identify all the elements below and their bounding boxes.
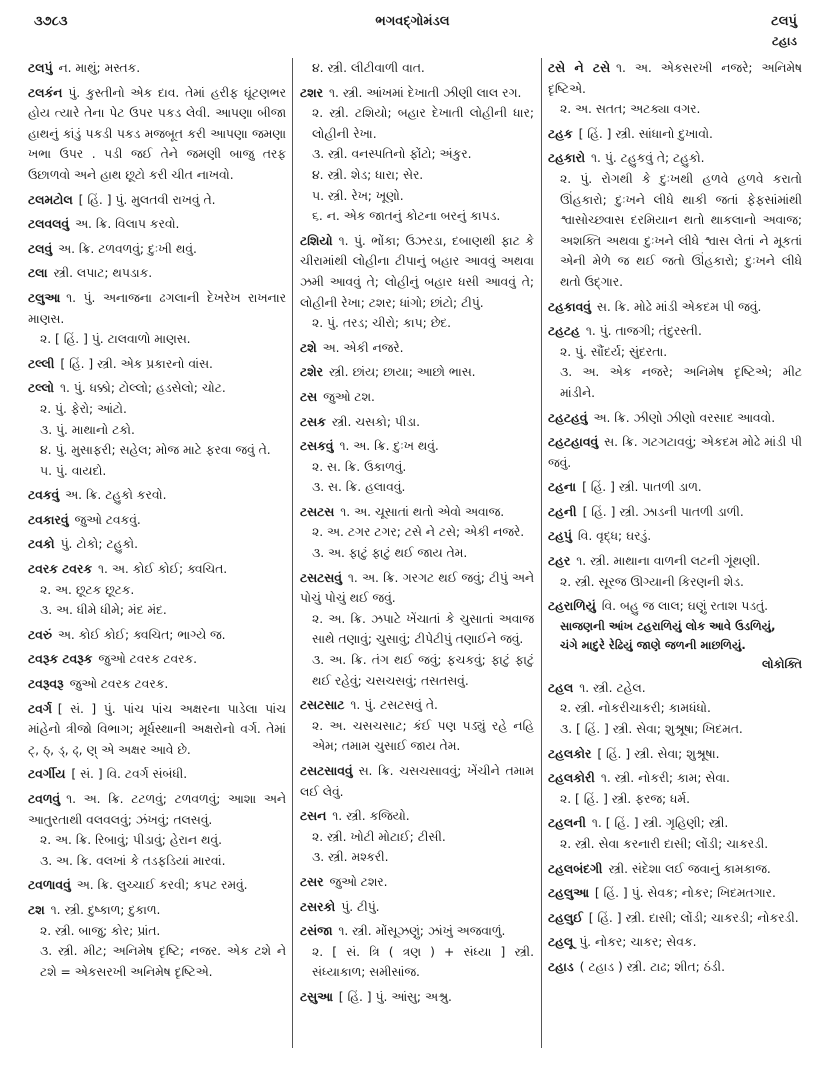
entry-main (548, 883, 802, 904)
page-number: ૩૭૮૩ (34, 14, 68, 29)
sub-sense: ૨. અ. છૂટક છૂટક. (40, 582, 135, 597)
definition: અ. ક્રિ. ટહુકો કરવો. (65, 488, 167, 503)
entry-main (300, 897, 534, 918)
definition: પું. કુસ્તીનો એક દાવ. તેમાં હરીફ ઘૂંટણભર હોય ત્યારે તેના પેટ ઉપર પકડ લેવી. આપણા બીજા હાથનું કાંડું પકડી પકડ મજબૂત કરી આપણા જમણા ખભા ઉપર . પડી જઈ તેને જમણી બાજુ તરફ ઉછાળવો અને હાથ છૂટો કરી ચીત નાખવો. (28, 85, 286, 182)
headword: ટસક (300, 414, 326, 429)
sub-sense: ૨. સ્ત્રી. સેવા કરનારી દાસી; લોંડી; ચાકરડી. (560, 837, 769, 851)
definition: ૧. સ્ત્રી. ટહેલ. (579, 680, 646, 695)
headword: ટહક (548, 126, 573, 141)
dictionary-entry (300, 761, 534, 802)
definition: અ. ક્રિ. ઝીણો ઝીણો વરસાદ આવવો. (593, 410, 776, 425)
dictionary-entry (548, 321, 802, 403)
sub-sense: ૩. અ. ફાટું ફાટું થઈ જાય તેમ. (312, 546, 468, 561)
definition: જુઓ ટવરક ટવરક. (69, 677, 169, 692)
dictionary-entry (300, 897, 534, 918)
sub-sense: ૩. પું. માથાનો ટકો. (40, 422, 135, 437)
sub-sense: ૪. સ્ત્રી. લીટીવાળી વાત. (312, 61, 425, 75)
column-2 (300, 58, 534, 1012)
dictionary-entry (548, 148, 802, 292)
sub-sense: ૨. સ્ત્રી. બાજુ; કોર; પ્રાંત. (40, 923, 161, 938)
column-divider (292, 58, 293, 1048)
definition: વિ. વૃદ્ધ; ઘરડું. (577, 529, 652, 544)
headword: ટસટસવું (300, 570, 342, 585)
definition: [ હિં. ] પું. મુલતવી રાખવું તે. (78, 192, 216, 207)
entry-main (300, 568, 534, 609)
headword: ટશિયો (300, 233, 333, 248)
entry-main (28, 674, 286, 695)
entry-main (548, 859, 802, 880)
entry-main (548, 58, 802, 99)
dictionary-entry (300, 436, 534, 498)
entry-main (28, 875, 286, 896)
definition: ૧. સ્ત્રી. દુષ્કાળ; દુકાળ. (50, 902, 161, 917)
definition: [ હિં. ] સ્ત્રી. પાતળી ડાળ. (582, 480, 702, 495)
sub-sense: ૨. [ હિં. ] પું. ટાલવાળો માણસ. (40, 332, 191, 347)
entry-main (548, 297, 802, 318)
entry-main (548, 148, 802, 169)
definition: [ હિં. ] સ્ત્રી. એક પ્રકારનો વાંસ. (60, 356, 213, 371)
headword: ટવરું (28, 627, 52, 642)
dictionary-entry (548, 297, 802, 318)
dictionary-entry (28, 263, 286, 284)
entry-main (300, 338, 534, 359)
sub-sense: ૨. સ્ત્રી. ખોટી મોટાઈ; ટીસી. (312, 829, 446, 844)
column-divider (541, 58, 542, 1048)
quotation (548, 617, 802, 674)
headword: ટસટસ (300, 504, 335, 519)
dictionary-entry (548, 883, 802, 904)
headword: ટશર (300, 85, 323, 100)
dictionary-entry (28, 649, 286, 670)
entry-main (548, 408, 802, 429)
headword: ટસ (300, 389, 318, 404)
headword: ટહાડ (548, 959, 574, 974)
dictionary-entry (300, 872, 534, 893)
headword: ટવકવું (28, 488, 60, 503)
dictionary-entry (28, 534, 286, 555)
column-3 (548, 58, 802, 982)
entry-main (28, 485, 286, 506)
sub-sense: ૩. અ. ધીમે ધીમે; મંદ મંદ. (40, 603, 167, 618)
entry-main (28, 190, 286, 211)
headword: ટવર્ગ (28, 701, 52, 716)
definition: જુઓ ટશ. (323, 389, 375, 404)
entry-main (300, 502, 534, 523)
definition: ૧. પું. ટસટસવું તે. (350, 698, 438, 713)
definition: સ્ત્રી. છાંય; છાયા; આછો ભાસ. (329, 365, 476, 380)
dictionary-entry (548, 408, 802, 429)
dictionary-entry (548, 957, 802, 978)
dictionary-entry (28, 58, 286, 79)
entry-main (300, 436, 534, 457)
dictionary-entry (28, 83, 286, 186)
definition: સ્ત્રી. લપાટ; થપડાક. (53, 266, 153, 281)
dictionary-entry (300, 83, 534, 227)
entry-main (28, 789, 286, 830)
headword: ટહલબંદગી (548, 861, 603, 876)
entry-main (300, 872, 534, 893)
entry-main (28, 263, 286, 284)
definition: [ હિં. ] સ્ત્રી. સેવા; શુશ્રૂષા. (597, 746, 720, 761)
definition: અ. કોઈ કોઈ; ક્વચિત; ભાગ્યે જ. (57, 627, 226, 642)
definition: ૧. અ. ક્રિ. દુઃખ થવું. (339, 439, 439, 454)
definition: ૧. સ્ત્રી. માથાના વાળની લટની ગૂંથણી. (576, 554, 761, 569)
definition: જુઓ ટવકવું. (74, 512, 141, 527)
headword: ટસન (300, 809, 327, 824)
entry-main (300, 806, 534, 827)
dictionary-entry (28, 239, 286, 260)
definition: ( ટહાડ ) સ્ત્રી. ટાઢ; શીત; ઠંડી. (579, 959, 725, 974)
sub-sense: ૨. અ. ચસચસાટ; કંઈ પણ પડ્યું રહે નહિ એમ; તમામ ચુસાઈ જાય તેમ. (312, 718, 534, 754)
entry-main (548, 124, 802, 145)
dictionary-entry (548, 477, 802, 498)
definition: ૧. સ્ત્રી. કજિયો. (332, 809, 410, 824)
dictionary-entry (28, 699, 286, 761)
entry-main (28, 900, 286, 921)
headword: ટશે (300, 340, 317, 355)
dictionary-entry (300, 987, 534, 1008)
entry-main (300, 231, 534, 313)
page-header (0, 6, 825, 46)
definition: અ. એકી નજરે. (322, 340, 404, 355)
dictionary-entry (548, 432, 802, 473)
dictionary-entry (28, 214, 286, 235)
headword: ટવરક ટવરક (28, 562, 92, 577)
definition: ૧. અ. ક્રિ. ગરગટ થઈ જવું; ટીપું અને પોચું પોચું થઈ જવું. (300, 570, 534, 606)
dictionary-entry (300, 806, 534, 868)
definition: સ્ત્રી. સંદેશા લઈ જવાનું કામકાજ. (608, 861, 771, 876)
definition: ૧. [ હિં. ] સ્ત્રી. ગૃહિણી; સ્ત્રી. (591, 816, 729, 831)
entry-main (300, 362, 534, 383)
dictionary-entry (28, 354, 286, 375)
dictionary-entry (548, 596, 802, 674)
dictionary-entry (300, 695, 534, 757)
dictionary-entry (300, 362, 534, 383)
entry-main (548, 596, 802, 617)
definition: ૧. પું. તાજગી; તંદુરસ્તી. (585, 324, 702, 339)
sub-sense: ૨. અ. ક્રિ. ઝપાટે ખેંચાતાં કે ચુસાતાં અવાજ સાથે તણાવું; ચુસાવું; ટીપેટીપું તણાઈને જવું. (312, 611, 534, 647)
headword: ટસટસાટ (300, 698, 345, 713)
entry-main (28, 764, 286, 785)
sub-sense: ૩. [ હિં. ] સ્ત્રી. સેવા; શુશ્રૂષા; ખિદમત. (560, 722, 743, 737)
definition: ૧. અ. કોઈ કોઈ; ક્વચિત. (98, 562, 228, 577)
dictionary-entry (28, 789, 286, 871)
headword: ટસુઆ (300, 989, 333, 1004)
headword: ટલ્લો (28, 381, 54, 396)
sub-sense: ૩. અ. ક્રિ. તંગ થઈ જવું; ફચકવું; ફાટું ફાટું થઈ રહેવું; ચસચસવું; તસતસવું. (312, 653, 534, 688)
sub-sense: ૨. [ હિં. ] સ્ત્રી. ફરજ; ધર્મ. (560, 791, 691, 806)
headword: ટલમટોલ (28, 192, 73, 207)
entry-main (28, 559, 286, 580)
dictionary-entry (548, 526, 802, 547)
definition: [ હિં. ] પું. સેવક; નોકર; ખિદમતગાર. (594, 886, 776, 901)
entry-main (548, 551, 802, 572)
entry-main (28, 625, 286, 646)
guide-word-first: ટલપું (771, 14, 797, 29)
definition: [ હિં. ] સ્ત્રી. દાસી; લોંડી; ચાકરડી; નોકરડી. (588, 910, 799, 925)
definition: જુઓ ટશર. (329, 874, 388, 889)
headword: ટવરૂક ટવરૂક (28, 652, 93, 667)
entry-main (548, 908, 802, 929)
dictionary-entry (548, 908, 802, 929)
dictionary-entry (548, 551, 802, 592)
headword: ટહલકોરી (548, 771, 595, 786)
definition: અ. ક્રિ. ટળવળવું; દુઃખી થવું. (58, 241, 197, 256)
definition: ૧. સ્ત્રી. નોકરી; કામ; સેવા. (600, 771, 730, 786)
dictionary-entry (28, 378, 286, 481)
headword: ટવળવું (28, 792, 61, 806)
entry-main (28, 510, 286, 531)
sub-sense: ૪. સ્ત્રી. શેડ; ધારા; સેર. (312, 167, 424, 182)
sub-sense: ૨. સ્ત્રી. ટશિયો; બહાર દેખાતી લોહીની ધાર; લોહીની રેખા. (312, 106, 534, 141)
definition: સ્ત્રી. ચસકો; પીડા. (331, 414, 421, 429)
definition: વિ. બહુ જ લાલ; ઘણું રતાશ પડતું. (601, 599, 769, 614)
headword: ટવરૂવરૂ (28, 677, 64, 692)
entry-main (28, 354, 286, 375)
dictionary-entry (300, 921, 534, 983)
sub-sense: ૨. અ. ટગર ટગર; ટસે ને ટસે; એકી નજરે. (312, 525, 525, 540)
book-title: ભગવદ્ગોમંડલ (375, 14, 450, 29)
headword: ટશેર (300, 365, 323, 380)
definition: સ. ક્રિ. ગટગટાવવું; એકદમ મોઢે માંડી પી જવું. (548, 435, 802, 470)
sub-sense: ૨. પું. ફેરો; આંટો. (40, 401, 127, 416)
dictionary-entry (548, 58, 802, 120)
entry-main (548, 502, 802, 523)
headword: ટસરકો (300, 899, 336, 914)
dictionary-entry (548, 744, 802, 765)
entry-main (28, 83, 286, 186)
definition: ૧. સ્ત્રી. મોંસૂઝણું; ઝાંખું અજવાળું. (338, 924, 506, 939)
headword: ટહલુઈ (548, 910, 583, 925)
definition: પું. ટોકો; ટહુકો. (60, 537, 138, 552)
entry-main (28, 699, 286, 761)
definition: ૧. પું. અનાજના ઢગલાની દેખરેખ રાખનાર માણસ. (28, 290, 286, 326)
headword: ટહલુઆ (548, 886, 589, 901)
definition: અ. ક્રિ. વિલાપ કરવો. (75, 217, 180, 232)
dictionary-entry (548, 859, 802, 880)
entry-main (548, 744, 802, 765)
sub-sense: ૨. પું. તરડ; ચીરો; કાપ; છેદ. (312, 316, 452, 331)
sub-sense: ૩. સ્ત્રી. વનસ્પતિનો ફોંટો; અંકુર. (312, 147, 472, 162)
dictionary-entry (28, 764, 286, 785)
headword: ટહર (548, 554, 571, 569)
definition: ૧. પું. ધક્કો; ટોલ્લો; હડસેલો; ચોટ. (59, 381, 226, 396)
guide-word-last: ટહાડ (771, 34, 797, 48)
headword: ટવર્ગીય (28, 767, 66, 782)
entry-main (28, 534, 286, 555)
quotation-line: ચંગે માદુરે રેઢિયું જાણે જળની માછળિયું. (560, 637, 746, 652)
headword: ટહના (548, 480, 577, 495)
entry-main (28, 649, 286, 670)
quotation-source: લોકોક્તિ (761, 656, 802, 671)
definition: પું. ટીપું. (341, 899, 380, 914)
sub-sense: ૩. અ. એક નજરે; અનિમેષ દૃષ્ટિએ; મીટ માંડીને. (560, 365, 802, 400)
headword: ટહલ (548, 680, 574, 695)
headword: ટલા (28, 266, 48, 281)
dictionary-entry (28, 900, 286, 982)
dictionary-entry (28, 190, 286, 211)
headword: ટહલૂ (548, 935, 574, 950)
dictionary-entry (28, 674, 286, 695)
dictionary-entry (28, 875, 286, 896)
dictionary-entry (28, 485, 286, 506)
entry-main (300, 387, 534, 408)
entry-main (548, 526, 802, 547)
headword: ટલુઆ (28, 290, 61, 305)
definition: ૧. અ. ચૂસાતાં થતો એવો અવાજ. (340, 504, 505, 519)
headword: ટલકંન (28, 85, 63, 100)
entry-main (548, 321, 802, 342)
definition: [ હિં. ] પું. આંસુ; અશ્રુ. (338, 989, 452, 1004)
entry-main (300, 412, 534, 433)
entry-main (548, 813, 802, 834)
definition: ૧. અ. ક્રિ. ટટળવું; ટળવળવું; આશા અને આતુરતાથી વલવલવું; ઝંખવું; તલસવું. (28, 792, 286, 827)
entry-main (300, 987, 534, 1008)
dictionary-entry (28, 288, 286, 350)
sub-sense: ૩. સ્ત્રી. મીટ; અનિમેષ દૃષ્ટિ; નજર. એક ટશે ને ટશે = એકસરખી અનિમેષ દૃષ્ટિએ. (40, 944, 286, 979)
entry-main (548, 678, 802, 699)
entry-main (28, 214, 286, 235)
dictionary-entry (300, 502, 534, 564)
definition: ન. માથું; મસ્તક. (58, 61, 141, 75)
headword: ટસંજા (300, 924, 333, 939)
sub-sense: ૩. સ. ક્રિ. હલાવવું. (312, 480, 406, 495)
definition: [ હિં. ] સ્ત્રી. ઝાડની પાતળી ડાળી. (582, 504, 744, 519)
sub-sense: ૨. સ્ત્રી. સૂરજ ઊગ્યાની કિરણની શેડ. (560, 574, 744, 589)
dictionary-entry (300, 58, 534, 79)
dictionary-entry (28, 625, 286, 646)
sub-sense: ૫. પું. વાયદો. (40, 463, 107, 478)
definition: ૧. અ. એકસરખી નજરે; અનિમેષ દૃષ્ટિએ. (548, 61, 802, 96)
dictionary-entry (300, 338, 534, 359)
headword: ટસે ને ટસે (548, 61, 611, 75)
entry-main (300, 761, 534, 802)
definition: પું. નોકર; ચાકર; સેવક. (579, 935, 697, 950)
sub-sense: ૨. [ સં. ત્રિ ( ત્રણ ) + સંધ્યા ] સ્ત્રી. સંધ્યાકાળ; સમીસાંજ. (312, 944, 534, 980)
entry-main (28, 58, 286, 79)
headword: ટલપું (28, 61, 53, 75)
dictionary-entry (300, 412, 534, 433)
sub-sense: ૫. સ્ત્રી. રેખ; ખૂણો. (312, 188, 404, 203)
headword: ટહકારો (548, 151, 586, 166)
dictionary-entry (548, 813, 802, 854)
sub-sense: ૨. સ્ત્રી. નોકરીચાકરી; કામધંધો. (560, 701, 711, 716)
headword: ટવકારવું (28, 512, 69, 527)
headword: ટહપું (548, 529, 572, 544)
dictionary-entry (300, 568, 534, 692)
sub-sense: ૨. પું. સૌંદર્ય; સુંદરતા. (560, 344, 668, 359)
headword: ટહલકોર (548, 746, 592, 761)
headword: ટલવું (28, 241, 53, 256)
dictionary-entry (548, 932, 802, 953)
entry-main (28, 239, 286, 260)
quotation-line: સાજણની આંખ ટહરાળિયું લોક આવે ઉડળિયું, (560, 618, 776, 633)
headword: ટશ (28, 902, 45, 917)
definition: [ સં. ] વિ. ટવર્ગ સંબંધી. (71, 767, 188, 782)
headword: ટહટહાવવું (548, 435, 599, 450)
entry-main (300, 695, 534, 716)
headword: ટહટહ (548, 324, 580, 339)
definition: [ સં. ] પું. પાંચ પાંચ અક્ષરના પાડેલા પાંચ માંહેનો ત્રીજો વિભાગ; મૂર્ધસ્થાની અક્ષરોનો વર્ગ. તેમાં ટ્, ઠ્, ડ્, ઢ્, ણ્ એ અક્ષર આવે છે. (28, 701, 286, 757)
dictionary-entry (548, 502, 802, 523)
headword: ટહરાળિયું (548, 599, 596, 614)
sub-sense: ૩. સ્ત્રી. મશ્કરી. (312, 850, 389, 865)
dictionary-entry (548, 768, 802, 809)
entry-main (28, 378, 286, 399)
sub-sense: ૨. અ. સતત; અટક્યા વગર. (560, 102, 701, 117)
headword: ટસકવું (300, 439, 334, 454)
sub-sense: ૪. પું. મુસાફરી; સહેલ; મોજ માટે ફરવા જવું તે. (40, 443, 271, 458)
entry-main (548, 957, 802, 978)
entry-main (300, 921, 534, 942)
entry-main (548, 432, 802, 473)
headword: ટહકાવવું (548, 299, 591, 314)
definition: અ. ક્રિ. લુચ્ચાઈ કરવી; કપટ રમવું. (76, 878, 248, 893)
dictionary-entry (548, 124, 802, 145)
headword: ટવળાવવું (28, 878, 71, 893)
headword: ટવકો (28, 537, 55, 552)
sub-sense: ૨. પું. રોગથી કે દુઃખથી હળવે હળવે કરાતો ઊંહકારો; દુઃખને લીધે થાકી જતાં ફેફસાંમાંથી શ્વાસોચ્છ્વાસ દરમિયાન થતો થાકલાનો અવાજ; અશક્તિ અથવા દુઃખને લીધે શ્વાસ લેતાં ને મૂકતાં એની મેળે જ થઈ જતો ઊંહકારો; દુઃખને લીધે થતો ઉદ્ગાર. (560, 171, 802, 289)
column-1 (28, 58, 286, 986)
definition: ૧. પું. ટહુકવું તે; ટહુકો. (591, 151, 705, 166)
dictionary-entry (300, 387, 534, 408)
headword: ટસટસાવવું (300, 764, 353, 778)
entry-main (28, 288, 286, 329)
dictionary-entry (28, 510, 286, 531)
definition: સ. ક્રિ. મોઢે માંડી એકદમ પી જવું. (596, 299, 762, 314)
definition: ૧. પું. ભોંકા; ઉઝરડા, દબાણથી ફાટ કે ચીરામાંથી લોહીના ટીપાનું બહાર આવવું અથવા ઝમી આવવું તે; લોહીનું બહાર ધસી આવવું તે; લોહીની રેખા; ટશર; ધાંગો; છાંટો; ટીપું. (300, 233, 534, 310)
entry-main (548, 768, 802, 789)
headword: ટલ્લી (28, 356, 55, 371)
dictionary-entry (300, 231, 534, 334)
dictionary-entry (28, 559, 286, 621)
definition: [ હિં. ] સ્ત્રી. સાંધાનો દુખાવો. (578, 126, 713, 141)
sub-sense: ૬. ન. એક જાતનું કોટના બરનું કાપડ. (312, 209, 501, 224)
sub-sense: ૨. સ. ક્રિ. ઉકાળવું. (312, 459, 407, 474)
definition: ૧. સ્ત્રી. આંખમાં દેખાતી ઝીણી લાલ રગ. (329, 85, 522, 100)
entry-main (548, 932, 802, 953)
definition: જુઓ ટવરક ટવરક. (98, 652, 198, 667)
definition: સ. ક્રિ. ચસચસાવવું; ખેંચીને તમામ લઈ લેવું. (300, 764, 534, 799)
sub-sense: ૩. અ. ક્રિ. વલખાં કે તડફડિયાં મારવાં. (40, 853, 226, 868)
sub-sense: ૨. અ. ક્રિ. રિબાવું; પીડાવું; હેરાન થવું. (40, 833, 223, 848)
headword: ટલવલવું (28, 217, 70, 232)
headword: ટસર (300, 874, 324, 889)
headword: ટહલની (548, 816, 586, 831)
headword: ટહટહવું (548, 410, 588, 425)
headword: ટહની (548, 504, 577, 519)
dictionary-entry (548, 678, 802, 740)
entry-main (300, 83, 534, 104)
entry-main (548, 477, 802, 498)
